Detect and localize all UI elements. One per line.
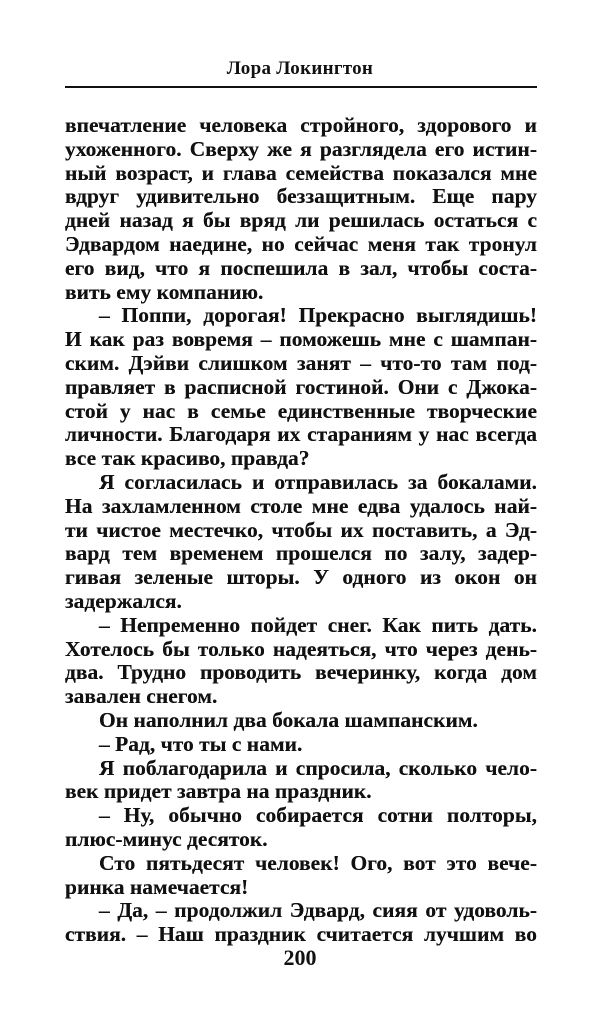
text-line: Хотелось бы только надеяться, что через день- <box>65 636 537 661</box>
text-line: завален снегом. <box>65 684 218 709</box>
text-line: – Ну, обычно собирается сотни полторы, <box>99 803 537 828</box>
text-line: Эдвардом наедине, но сейчас меня так тронул <box>65 231 537 256</box>
paragraph <box>65 757 537 805</box>
text-line: век придет завтра на праздник. <box>65 779 372 804</box>
text-line: – Да, – продолжил Эдвард, сияя от удоволь- <box>99 898 537 923</box>
running-header: Лора Локингтон <box>226 58 374 79</box>
text-line: все так красиво, правда? <box>65 446 310 471</box>
text-line: Он наполнил два бокала шампанским. <box>99 707 478 732</box>
paragraph <box>65 733 537 757</box>
text-line: ским. Дэйви слишком занят – что-то там под- <box>65 350 537 375</box>
page-body-text <box>65 114 537 947</box>
text-line: правляет в расписной гостиной. Они с Джока- <box>65 374 537 399</box>
text-line: ринка намечается! <box>65 874 249 899</box>
paragraph <box>65 852 537 900</box>
text-line: ти чистое местечко, чтобы их поставить, а Эд- <box>65 517 537 542</box>
text-line: ный возраст, и глава семейства показался мне <box>65 160 537 185</box>
text-line: стой у нас в семье единственные творческие <box>65 398 537 423</box>
header-rule <box>65 86 537 88</box>
text-line: – Непременно пойдет снег. Как пить дать. <box>99 612 537 637</box>
text-line: вить ему компанию. <box>65 279 264 304</box>
text-line: задержался. <box>65 588 182 613</box>
text-line: его вид, что я поспешила в зал, чтобы соста- <box>65 255 537 280</box>
text-line: два. Трудно проводить вечеринку, когда дом <box>65 660 537 685</box>
text-line: дней назад я бы вряд ли решилась остаться с <box>65 208 537 233</box>
paragraph <box>65 804 537 852</box>
paragraph <box>65 114 537 304</box>
paragraph <box>65 899 537 947</box>
paragraph <box>65 304 537 471</box>
text-line: ствия. – Наш праздник считается лучшим во <box>65 922 537 947</box>
text-line: личности. Благодаря их стараниям у нас всегда <box>65 422 537 447</box>
page-number: 200 <box>283 945 317 970</box>
paragraph <box>65 709 537 733</box>
text-line: Сто пятьдесят человек! Ого, вот это вече- <box>99 850 537 875</box>
text-line: Я поблагодарила и спросила, сколько чело- <box>99 755 537 780</box>
paragraph <box>65 471 537 614</box>
text-line: вдруг удивительно беззащитным. Еще пару <box>65 184 537 209</box>
text-line: плюс-минус десяток. <box>65 826 268 851</box>
text-line: – Поппи, дорогая! Прекрасно выглядишь! <box>99 303 537 328</box>
text-line: На захламленном столе мне едва удалось най- <box>65 493 537 518</box>
text-line: И как раз вовремя – поможешь мне с шампан- <box>65 327 537 352</box>
text-line: Я согласилась и отправилась за бокалами. <box>99 469 537 494</box>
text-line: – Рад, что ты с нами. <box>99 731 303 756</box>
paragraph <box>65 614 537 709</box>
text-line: впечатление человека стройного, здорового и <box>65 113 537 137</box>
text-line: гивая зеленые шторы. У одного из окон он <box>65 565 537 590</box>
text-line: вард тем временем прошелся по залу, задер- <box>65 541 537 566</box>
text-line: ухоженного. Сверху же я разглядела его истин- <box>65 136 537 161</box>
